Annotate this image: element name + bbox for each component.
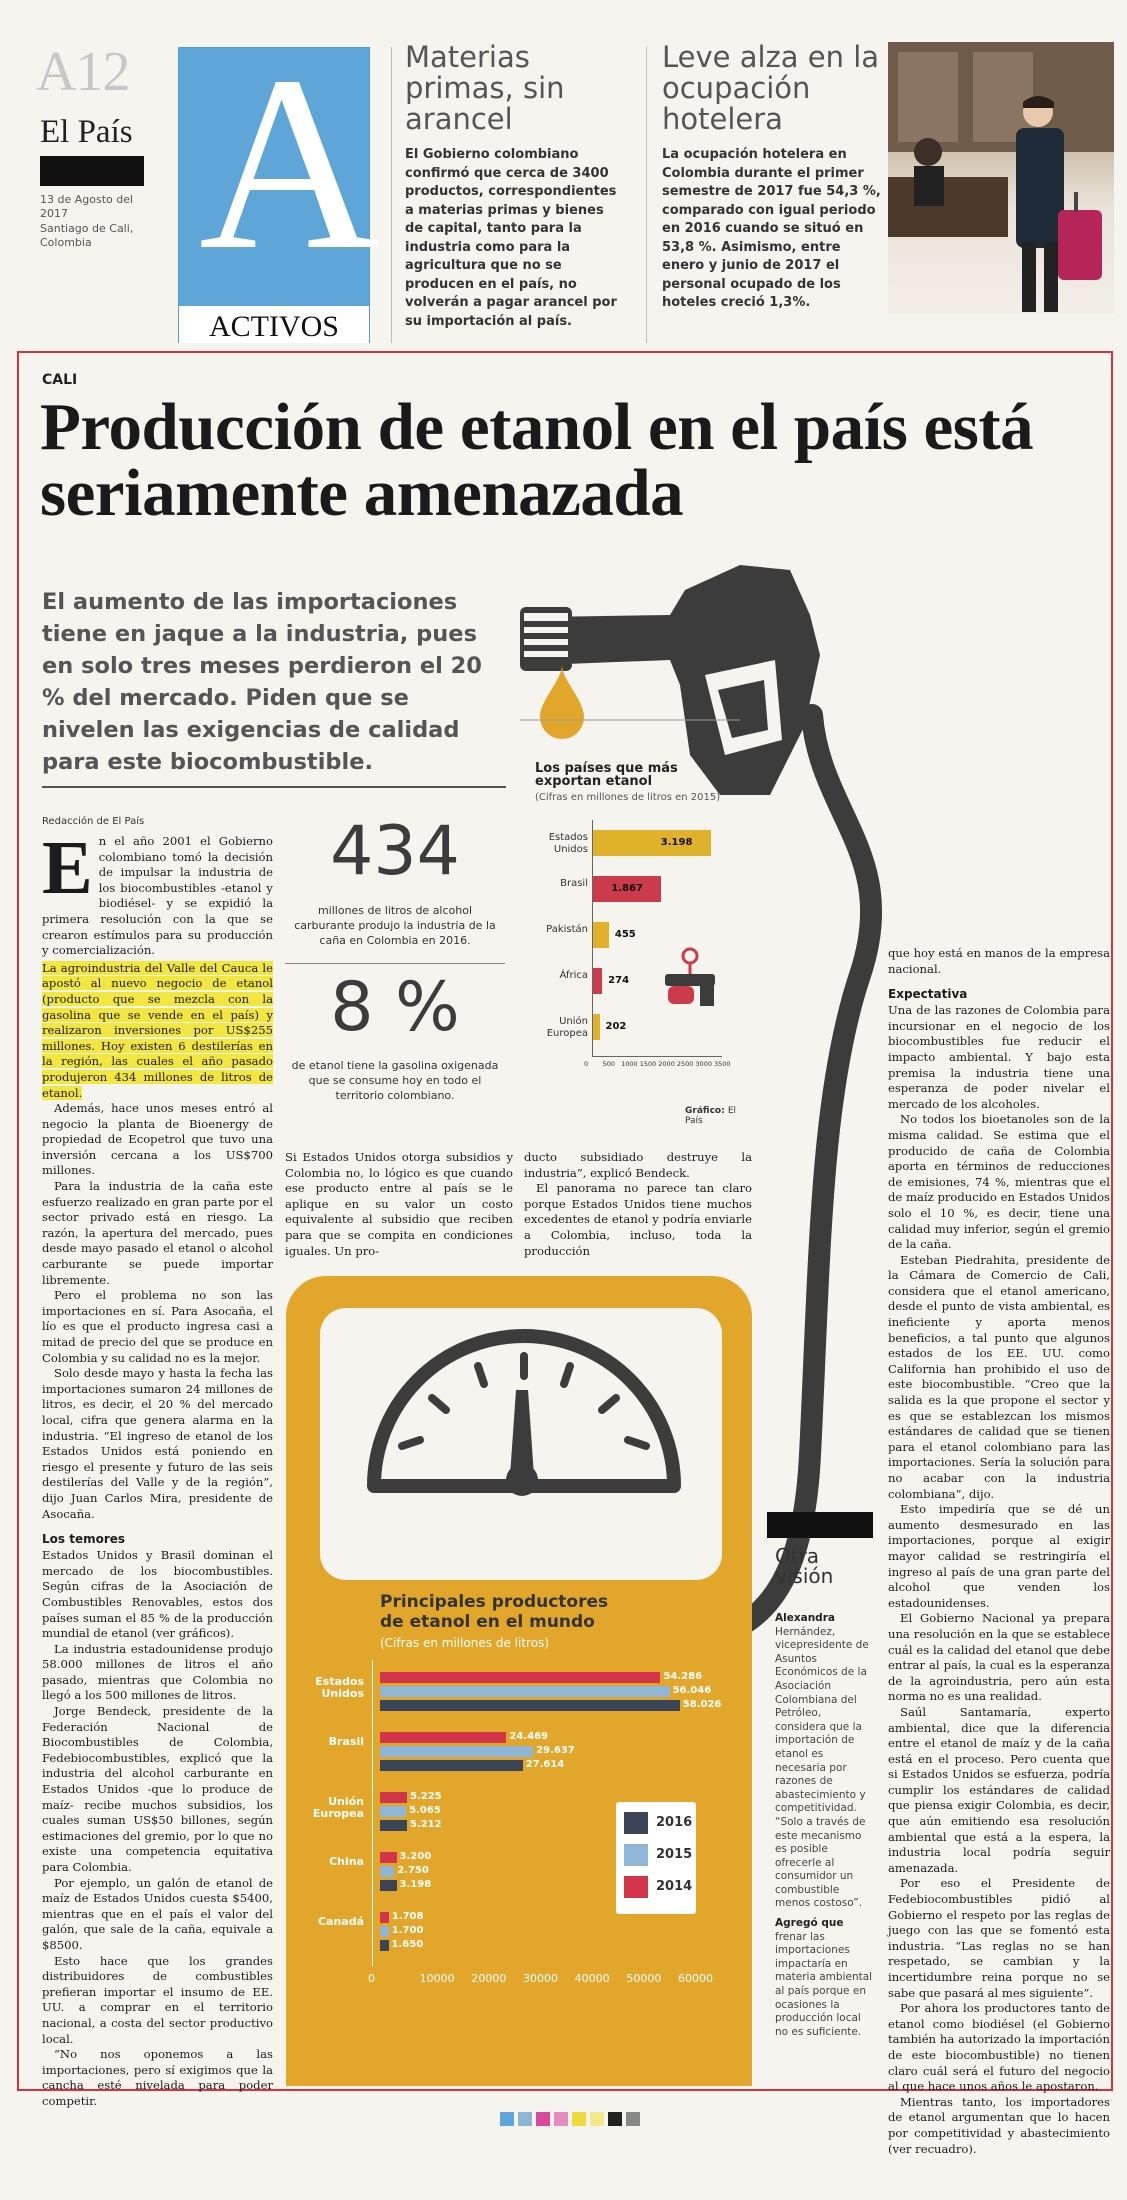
- kicker: CALI: [42, 372, 78, 388]
- producers-chart: [312, 1592, 740, 2032]
- dek-rule: [42, 786, 506, 788]
- producers-xtick-label: 50000: [626, 1972, 662, 1985]
- paragraph-6: Solo desde mayo y hasta la fecha las importaciones sumaron 24 millones de litros, es decir, el 20 % del mercado local, cifra que genera alarma en la industria. “El ingreso de etanol de los Estados Unidos está poniendo en riesgo el presente y futuro de las seis destilerías del Valle y de la región”, dijo Juan Carlos Mira, presidente de Asocaña.: [42, 1366, 273, 1521]
- right-paragraph-4: Esto impediría que se dé un aumento desmesurado en las importaciones, porque al exigir mayor calidad se restringiría el ingreso al país de una gran parte del alcohol que venden los estadounidenses.: [888, 1502, 1110, 1610]
- stat-divider: [285, 963, 505, 964]
- producers-bar: [380, 1926, 389, 1937]
- mid-column-1: [285, 1150, 513, 1259]
- producers-bar: [380, 1700, 680, 1711]
- exporters-value-label: 202: [605, 1021, 627, 1032]
- brief2-body: La ocupación hotelera en Colombia durante el primer semestre de 2017 fue 54,3 %, comparado con igual periodo en 2016 cuando se situó en 53,8 %. Asimismo, entre enero y junio de 2017 el personal ocupado de los hoteles creció 1,3%.: [662, 147, 881, 310]
- producers-bar: [380, 1732, 506, 1743]
- exporters-xtick-label: 1500: [639, 1060, 657, 1068]
- stat-8-text: de etanol tiene la gasolina oxigenada que se consume hoy en todo el territorio colombiano.: [291, 1059, 499, 1102]
- producers-value-label: 54.286: [663, 1671, 703, 1682]
- exporters-category-label: Pakistán: [546, 924, 588, 935]
- exporters-value-label: 455: [614, 929, 636, 940]
- exporters-bar: [592, 968, 602, 994]
- producers-bar: [380, 1940, 389, 1951]
- right-paragraph-2: No todos los bioetanoles son de la misma calidad. Se estima que el producido de caña de Colombia aporta en términos de reducciones de emisiones, 74 %, mientras que el de maíz producido en Estados Unidos solo el 10 %, es decir, tiene una calidad muy inferior, según el gremio de la caña.: [888, 1112, 1110, 1252]
- otra-vision-text-2: frenar las importaciones impactaría en materia ambiental al país porque en ocasiones la producción local no es suficiente.: [775, 1930, 873, 2038]
- paragraph-5: Pero el problema no son las importaciones en sí. Para Asocaña, el lío es que el producto ingresa casi a mitad de precio del que se produce en Colombia y su calidad no es la mejor.: [42, 1288, 273, 1365]
- producers-value-label: 3.198: [399, 1879, 432, 1890]
- producers-legend-swatch: [624, 1844, 648, 1866]
- exporters-subtitle: (Cifras en millones de litros en 2015): [535, 792, 721, 803]
- producers-value-label: 5.212: [409, 1819, 442, 1830]
- producers-value-label: 56.046: [672, 1685, 712, 1696]
- exporters-category-label: Estados Unidos: [548, 832, 588, 855]
- exporters-credit-label: Gráfico:: [685, 1106, 725, 1116]
- right-paragraph-5: El Gobierno Nacional ya prepara una resolución en la que se establece cuál es la calidad del etanol que debe entrar al país, la cual es la esperanza de la agroindustria, pero aún esta norma no es una realidad.: [888, 1611, 1110, 1704]
- paragraph-10: Por ejemplo, un galón de etanol de maíz de Estados Unidos cuesta $5400, mientras que en el país el valor del galón, que sale de la caña, equivale a $8500.: [42, 1875, 273, 1952]
- exporters-bar: [592, 830, 711, 856]
- otra-vision-body: [775, 1612, 875, 2039]
- hotel-photo: [888, 42, 1114, 314]
- paragraph-1: n el año 2001 el Gobierno colombiano tomó la decisión de impulsar la industria de los biocombustibles -etanol y biodiésel- y se expidió la primera resolución con la que se crearon estímulos para su producción y comercialización.: [42, 834, 273, 958]
- producers-legend-swatch: [624, 1812, 648, 1834]
- stat-434-text: millones de litros de alcohol carburante produjo la industria de la caña en Colombia en 2016.: [294, 904, 496, 947]
- exporters-chart: [530, 761, 750, 1126]
- exporters-bar: [592, 1014, 600, 1040]
- producers-bar: [380, 1912, 389, 1923]
- producers-value-label: 5.225: [409, 1791, 442, 1802]
- right-paragraph-3: Esteban Piedrahita, presidente de la Cámara de Comercio de Cali, considera que el etanol americano, desde el punto de vista ambiental, es ineficiente y aporta menos beneficios, a tal punto que algunos estados de los EE. UU. como California han prohibido el uso de este biocombustible. “Creo que la salida es la que propone el sector y es que se establezcan los mismos estándares de calidad que se tienen para el etanol colombiano para las importaciones. Sería la solución para no acabar con la industria colombiana”, dijo.: [888, 1252, 1110, 1501]
- paragraph-9: Jorge Bendeck, presidente de la Federación Nacional de Biocombustibles de Colombia, Fedebiocombustibles, explicó que la industria del alcohol carburante en Estados Unidos -que lo produce de maíz- recibe muchos subsidios, los cuales suman US$50 billones, según estimaciones del gremio, por lo que no existe una competencia equitativa para Colombia.: [42, 1704, 273, 1874]
- exporters-value-label: 3.198: [660, 837, 693, 848]
- paragraph-11: Esto hace que los grandes distribuidores de combustibles prefieran importar el insumo de EE. UU. a comprar en el territorio nacional, a costa del sector productivo local.: [42, 1953, 273, 2046]
- paragraph-3: Además, hace unos meses entró al negocio la planta de Bioenergy de propiedad de Ecopetrol que tuvo una inversión cercana a los US$700 millones.: [42, 1101, 273, 1178]
- byline: Redacción de El País: [42, 816, 145, 827]
- issue-date: 13 de Agosto del 2017: [40, 193, 134, 220]
- mid-paragraph-1: Si Estados Unidos otorga subsidios y Colombia no, lo lógico es que cuando ese producto entre al país se le aplique en su valor un costo equivalente al subsidio que reciben para que se compita en condiciones iguales. Un pro-: [285, 1150, 513, 1258]
- right-paragraph-7: Por eso el Presidente de Fedebiocombustibles pidió al Gobierno el respeto por las reglas de juego con las que se fomentó esta industria. “Las reglas no se han respetado, se cambian y la incertidumbre reina porque no se sabe que pasará al mes siguiente”.: [888, 1876, 1110, 2000]
- producers-bar: [380, 1866, 394, 1877]
- producers-bar: [380, 1806, 406, 1817]
- highlighted-paragraph: La agroindustria del Valle del Cauca le apostó al nuevo negocio de etanol (producto que se mezcla con la gasolina que se vende en el país) y realizaron inversiones por US$255 millones. Hoy existen 6 destilerías en la región, las cuales el año pasado produjeron 434 millones de litros de etanol.: [42, 960, 273, 1100]
- producers-value-label: 1.700: [391, 1925, 424, 1936]
- exporters-xtick-label: 2000: [658, 1060, 675, 1068]
- otra-vision-bar: [767, 1512, 873, 1538]
- brand-logo: El País: [40, 114, 133, 150]
- producers-value-label: 24.469: [509, 1731, 549, 1742]
- producers-legend-swatch: [624, 1876, 648, 1898]
- producers-bar: [380, 1746, 533, 1757]
- producers-xtick-label: 10000: [419, 1972, 455, 1985]
- producers-bar: [380, 1672, 660, 1683]
- producers-value-label: 58.026: [682, 1699, 722, 1710]
- brief1-title: Materias primas, sin arancel: [405, 40, 565, 136]
- valve-icon: [660, 946, 730, 1016]
- exporters-title: Los países que más exportan etanol: [535, 761, 678, 789]
- producers-value-label: 1.708: [391, 1911, 424, 1922]
- producers-subtitle: (Cifras en millones de litros): [380, 1636, 549, 1650]
- right-paragraph-1: Una de las razones de Colombia para incursionar en el negocio de los biocombustibles fue reducir el impacto ambiental. Y bajo esta premisa la industria tiene una esperanza de poder nivelar el mercado de los alcoholes.: [888, 1003, 1110, 1111]
- right-paragraph-9: Mientras tanto, los importadores de etanol argumentan que lo hacen por competitividad y abastecimiento (ver recuadro).: [888, 2094, 1110, 2156]
- producers-category-label: Estados Unidos: [315, 1675, 364, 1700]
- exporters-xtick-label: 2500: [676, 1060, 694, 1068]
- producers-bar: [380, 1760, 523, 1771]
- otra-vision-text-1: Hernández, vicepresidente de Asuntos Económicos de la Asociación Colombiana del Petróleo, considera que la importación de etanol es necesaria por razones de abastecimiento y competitividad. “Solo a través de este mecanismo es posible ofrecerle al consumidor un combustible menos costoso”.: [775, 1625, 869, 1910]
- producers-category-label: China: [329, 1855, 364, 1868]
- issue-place: Santiago de Cali, Colombia: [40, 222, 134, 249]
- exporters-xtick-label: 500: [602, 1060, 615, 1068]
- producers-bar: [380, 1686, 670, 1697]
- producers-xtick-label: 0: [368, 1972, 375, 1985]
- producers-value-label: 5.065: [409, 1805, 441, 1816]
- exporters-value-label: 274: [608, 975, 630, 986]
- producers-xtick-label: 20000: [471, 1972, 507, 1985]
- paragraph-12: “No nos oponemos a las importaciones, pero sí exigimos que la cancha esté nivelada para poder competir.: [42, 2047, 273, 2108]
- dek: El aumento de las importaciones tiene en jaque a la industria, pues en solo tres meses perdieron el 20 % del mercado. Piden que se nivelen las exigencias de calidad para este biocombustible.: [42, 589, 482, 775]
- producers-legend-label: 2016: [656, 1815, 693, 1830]
- producers-bar: [380, 1852, 397, 1863]
- brief2-title: Leve alza en la ocupación hotelera: [662, 40, 880, 136]
- stat-8-value: 8 %: [330, 968, 460, 1047]
- brief-divider: [391, 47, 392, 343]
- left-column: [42, 826, 273, 2110]
- producers-xtick-label: 60000: [678, 1972, 713, 1985]
- brand-bar: [40, 156, 144, 186]
- exporters-bar: [592, 922, 609, 948]
- producers-category-label: Canadá: [317, 1915, 364, 1928]
- paragraph-8: La industria estadounidense produjo 58.000 millones de litros el año pasado, mientras que Colombia no llegó a los 500 millones de litros.: [42, 1641, 273, 1703]
- producers-value-label: 1.650: [391, 1939, 424, 1950]
- producers-legend-label: 2014: [656, 1879, 693, 1894]
- right-paragraph-6: Saúl Santamaría, experto ambiental, dice que la diferencia entre el etanol de maíz y de la caña está en el proceso. Pero cuenta que si Estados Unidos se esfuerza, podría cumplir los estándares de calidad que piensa exigir Colombia, es decir, que aún emitiendo esa resolución ambiental que está a la espera, la industria local podría seguir amenazada.: [888, 1704, 1110, 1875]
- exporters-category-label: África: [559, 970, 588, 981]
- subhead-temores: Los temores: [42, 1532, 126, 1547]
- brief-divider-2: [646, 47, 647, 343]
- producers-value-label: 2.750: [397, 1865, 429, 1876]
- exporters-xtick-label: 3500: [714, 1060, 731, 1068]
- exporters-credit: El País: [685, 1106, 737, 1126]
- producers-legend: [616, 1802, 696, 1914]
- mid-paragraph-2: ducto subsidiado destruye la industria”, explicó Bendeck.: [524, 1150, 752, 1180]
- producers-bar: [380, 1792, 407, 1803]
- section-name: ACTIVOS: [208, 310, 339, 343]
- exporters-value-label: 1.867: [611, 883, 643, 894]
- mid-paragraph-3: El panorama no parece tan claro porque Estados Unidos tiene muchos excedentes de etanol y podría enviarle a Colombia, incluso, toda la producción: [524, 1181, 752, 1258]
- gauge-icon: [366, 1328, 682, 1498]
- brief1-body: El Gobierno colombiano confirmó que cerca de 3400 productos, correspondientes a materias primas y bienes de capital, tanto para la industria como para la agricultura que no se producen en el país, no volverán a pagar arancel por su importación al país.: [405, 147, 617, 329]
- exporters-xtick-label: 3000: [695, 1060, 712, 1068]
- right-paragraph-0: que hoy está en manos de la empresa nacional.: [888, 946, 1110, 976]
- right-column: [888, 946, 1110, 2157]
- exporters-xtick-label: 0: [584, 1060, 589, 1068]
- producers-value-label: 27.614: [525, 1759, 565, 1770]
- producers-axis: [372, 1660, 373, 1966]
- subhead-expectativa: Expectativa: [888, 987, 968, 1002]
- exporters-xaxis-line: [592, 1056, 722, 1057]
- exporters-category-label: Brasil: [560, 878, 588, 889]
- producers-plot: [312, 1660, 740, 2010]
- dropcap: E: [42, 826, 93, 910]
- page-code: A12: [36, 41, 130, 103]
- producers-xtick-label: 40000: [574, 1972, 610, 1985]
- producers-category-label: Unión Europea: [312, 1795, 364, 1820]
- producers-title: Principales productores de etanol en el mundo: [380, 1592, 609, 1632]
- stat-434-value: 434: [330, 812, 460, 891]
- color-registration-strip: [500, 2112, 660, 2126]
- producers-xtick-label: 30000: [523, 1972, 558, 1985]
- headline: Producción de etanol en el país está seriamente amenazada: [40, 390, 1034, 530]
- otra-vision-name-2: Agregó que: [775, 1917, 844, 1930]
- section-box: [178, 25, 380, 343]
- mid-column-2: [524, 1150, 752, 1259]
- otra-vision-title: Otra visión: [775, 1544, 834, 1588]
- paragraph-4: Para la industria de la caña este esfuerzo realizado en gran parte por el sector privado está en riesgo. La razón, la apertura del mercado, pues desde mayo pasado el etanol o alcohol carburante se puede importar libremente.: [42, 1179, 273, 1287]
- producers-value-label: 29.637: [536, 1745, 575, 1756]
- producers-category-label: Brasil: [328, 1735, 364, 1748]
- producers-bar: [380, 1880, 397, 1891]
- paragraph-7: Estados Unidos y Brasil dominan el mercado de los biocombustibles. Según cifras de la Asociación de Combustibles Renovables, estos dos países suman el 85 % de la producción mundial de etanol (ver gráficos).: [42, 1548, 273, 1641]
- exporters-xtick-label: 1000: [621, 1060, 638, 1068]
- exporters-category-label: Unión Europea: [546, 1016, 588, 1039]
- producers-value-label: 3.200: [399, 1851, 432, 1862]
- producers-bar: [380, 1820, 407, 1831]
- section-letter: A: [199, 25, 380, 302]
- otra-vision-name-1: Alexandra: [775, 1612, 835, 1624]
- fuel-drop: [540, 665, 584, 739]
- right-paragraph-8: Por ahora los productores tanto de etanol como biodiésel (el Gobierno también ha autorizado la importación de este biocombustible) no tienen claro cuál será el futuro del negocio al que hace unos años le apostaron.: [888, 2001, 1110, 2094]
- producers-legend-label: 2015: [656, 1847, 693, 1862]
- exporters-axis: [592, 820, 593, 1056]
